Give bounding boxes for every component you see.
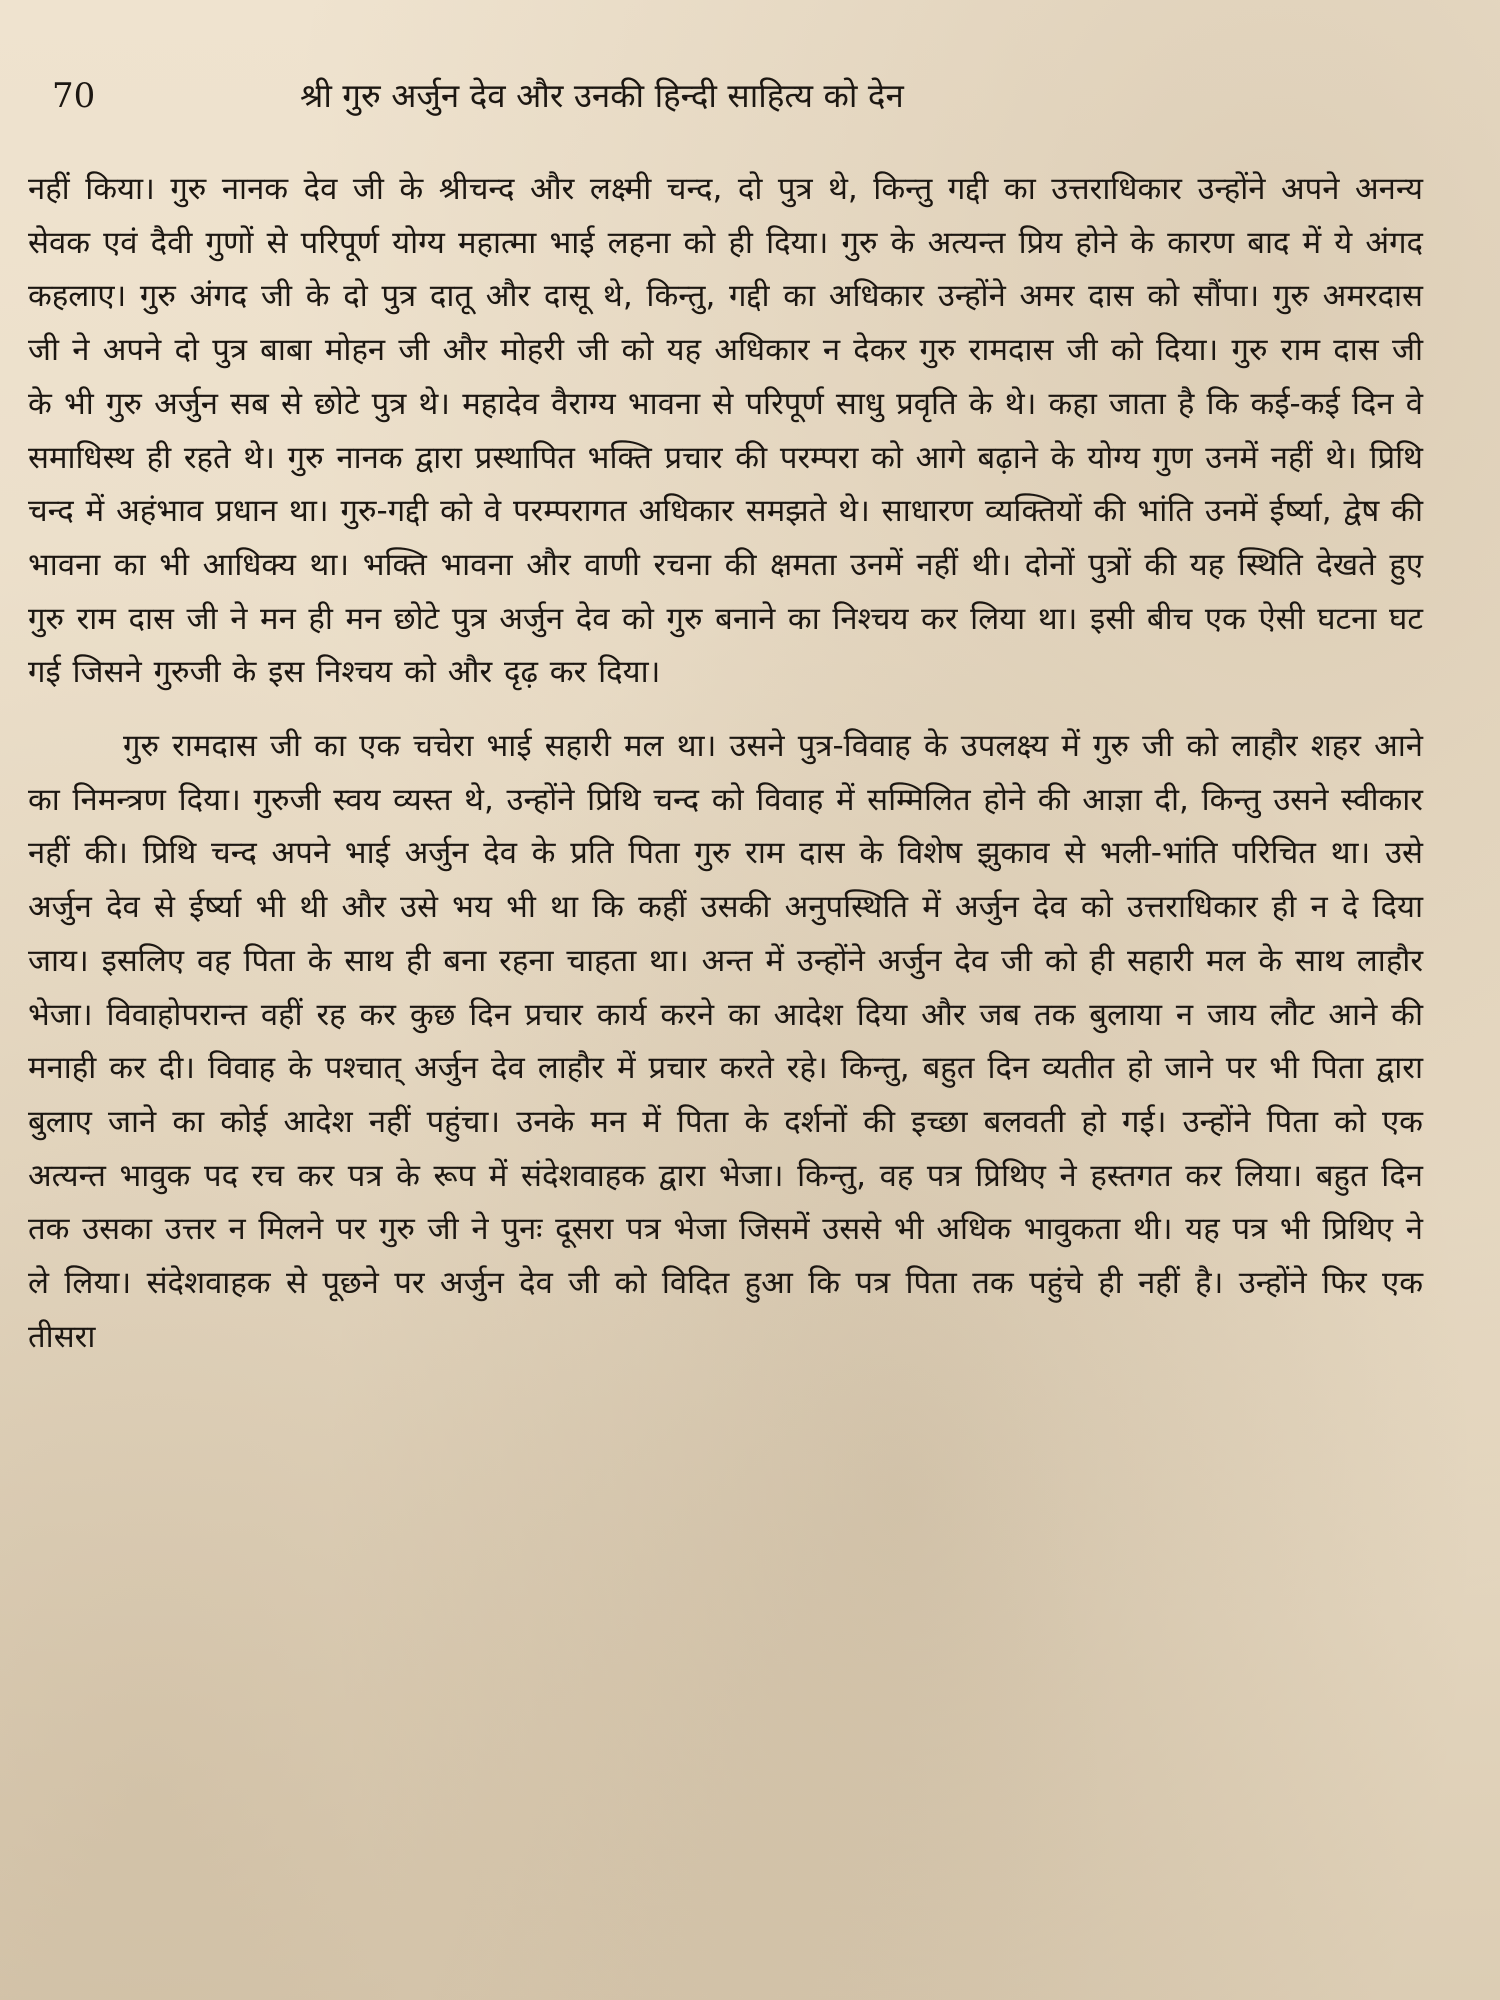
- page-header: [0, 72, 1500, 122]
- paragraph-1: नहीं किया। गुरु नानक देव जी के श्रीचन्द और लक्ष्मी चन्द, दो पुत्र थे, किन्तु गद्दी का उत्तराधिकार उन्होंने अपने अनन्य सेवक एवं दैवी गुणों से परिपूर्ण योग्य महात्मा भाई लहना को ही दिया। गुरु के अत्यन्त प्रिय होने के कारण बाद में ये अंगद कहलाए। गुरु अंगद जी के दो पुत्र दातू और दासू थे, किन्तु, गद्दी का अधिकार उन्होंने अमर दास को सौंपा। गुरु अमरदास जी ने अपने दो पुत्र बाबा मोहन जी और मोहरी जी को यह अधिकार न देकर गुरु रामदास जी को दिया। गुरु राम दास जी के भी गुरु अर्जुन सब से छोटे पुत्र थे। महादेव वैराग्य भावना से परिपूर्ण साधु प्रवृति के थे। कहा जाता है कि कई-कई दिन वे समाधिस्थ ही रहते थे। गुरु नानक द्वारा प्रस्थापित भक्ति प्रचार की परम्परा को आगे बढ़ाने के योग्य गुण उनमें नहीं थे। प्रिथि चन्द में अहंभाव प्रधान था। गुरु-गद्दी को वे परम्परागत अधिकार समझते थे। साधारण व्यक्तियों की भांति उनमें ईर्ष्या, द्वेष की भावना का भी आधिक्य था। भक्ति भावना और वाणी रचना की क्षमता उनमें नहीं थी। दोनों पुत्रों की यह स्थिति देखते हुए गुरु राम दास जी ने मन ही मन छोटे पुत्र अर्जुन देव को गुरु बनाने का निश्चय कर लिया था। इसी बीच एक ऐसी घटना घट गई जिसने गुरुजी के इस निश्चय को और दृढ़ कर दिया।: [28, 171, 1423, 691]
- running-title: श्री गुरु अर्जुन देव और उनकी हिन्दी साहित्य को देन: [300, 76, 904, 115]
- paragraph-2: गुरु रामदास जी का एक चचेरा भाई सहारी मल था। उसने पुत्र-विवाह के उपलक्ष्य में गुरु जी को लाहौर शहर आने का निमन्त्रण दिया। गुरुजी स्वय व्यस्त थे, उन्होंने प्रिथि चन्द को विवाह में सम्मिलित होने की आज्ञा दी, किन्तु उसने स्वीकार नहीं की। प्रिथि चन्द अपने भाई अर्जुन देव के प्रति पिता गुरु राम दास के विशेष झुकाव से भली-भांति परिचित था। उसे अर्जुन देव से ईर्ष्या भी थी और उसे भय भी था कि कहीं उसकी अनुपस्थिति में अर्जुन देव को उत्तराधिकार ही न दे दिया जाय। इसलिए वह पिता के साथ ही बना रहना चाहता था। अन्त में उन्होंने अर्जुन देव जी को ही सहारी मल के साथ लाहौर भेजा। विवाहोपरान्त वहीं रह कर कुछ दिन प्रचार कार्य करने का आदेश दिया और जब तक बुलाया न जाय लौट आने की मनाही कर दी। विवाह के पश्चात् अर्जुन देव लाहौर में प्रचार करते रहे। किन्तु, बहुत दिन व्यतीत हो जाने पर भी पिता द्वारा बुलाए जाने का कोई आदेश नहीं पहुंचा। उनके मन में पिता के दर्शनों की इच्छा बलवती हो गई। उन्होंने पिता को एक अत्यन्त भावुक पद रच कर पत्र के रूप में संदेशवाहक द्वारा भेजा। किन्तु, वह पत्र प्रिथिए ने हस्तगत कर लिया। बहुत दिन तक उसका उत्तर न मिलने पर गुरु जी ने पुनः दूसरा पत्र भेजा जिसमें उससे भी अधिक भावुकता थी। यह पत्र भी प्रिथिए ने ले लिया। संदेशवाहक से पूछने पर अर्जुन देव जी को विदित हुआ कि पत्र पिता तक पहुंचे ही नहीं है। उन्होंने फिर एक तीसरा: [28, 728, 1423, 1355]
- page-number: 70: [52, 76, 96, 116]
- body-text: [28, 163, 1423, 1364]
